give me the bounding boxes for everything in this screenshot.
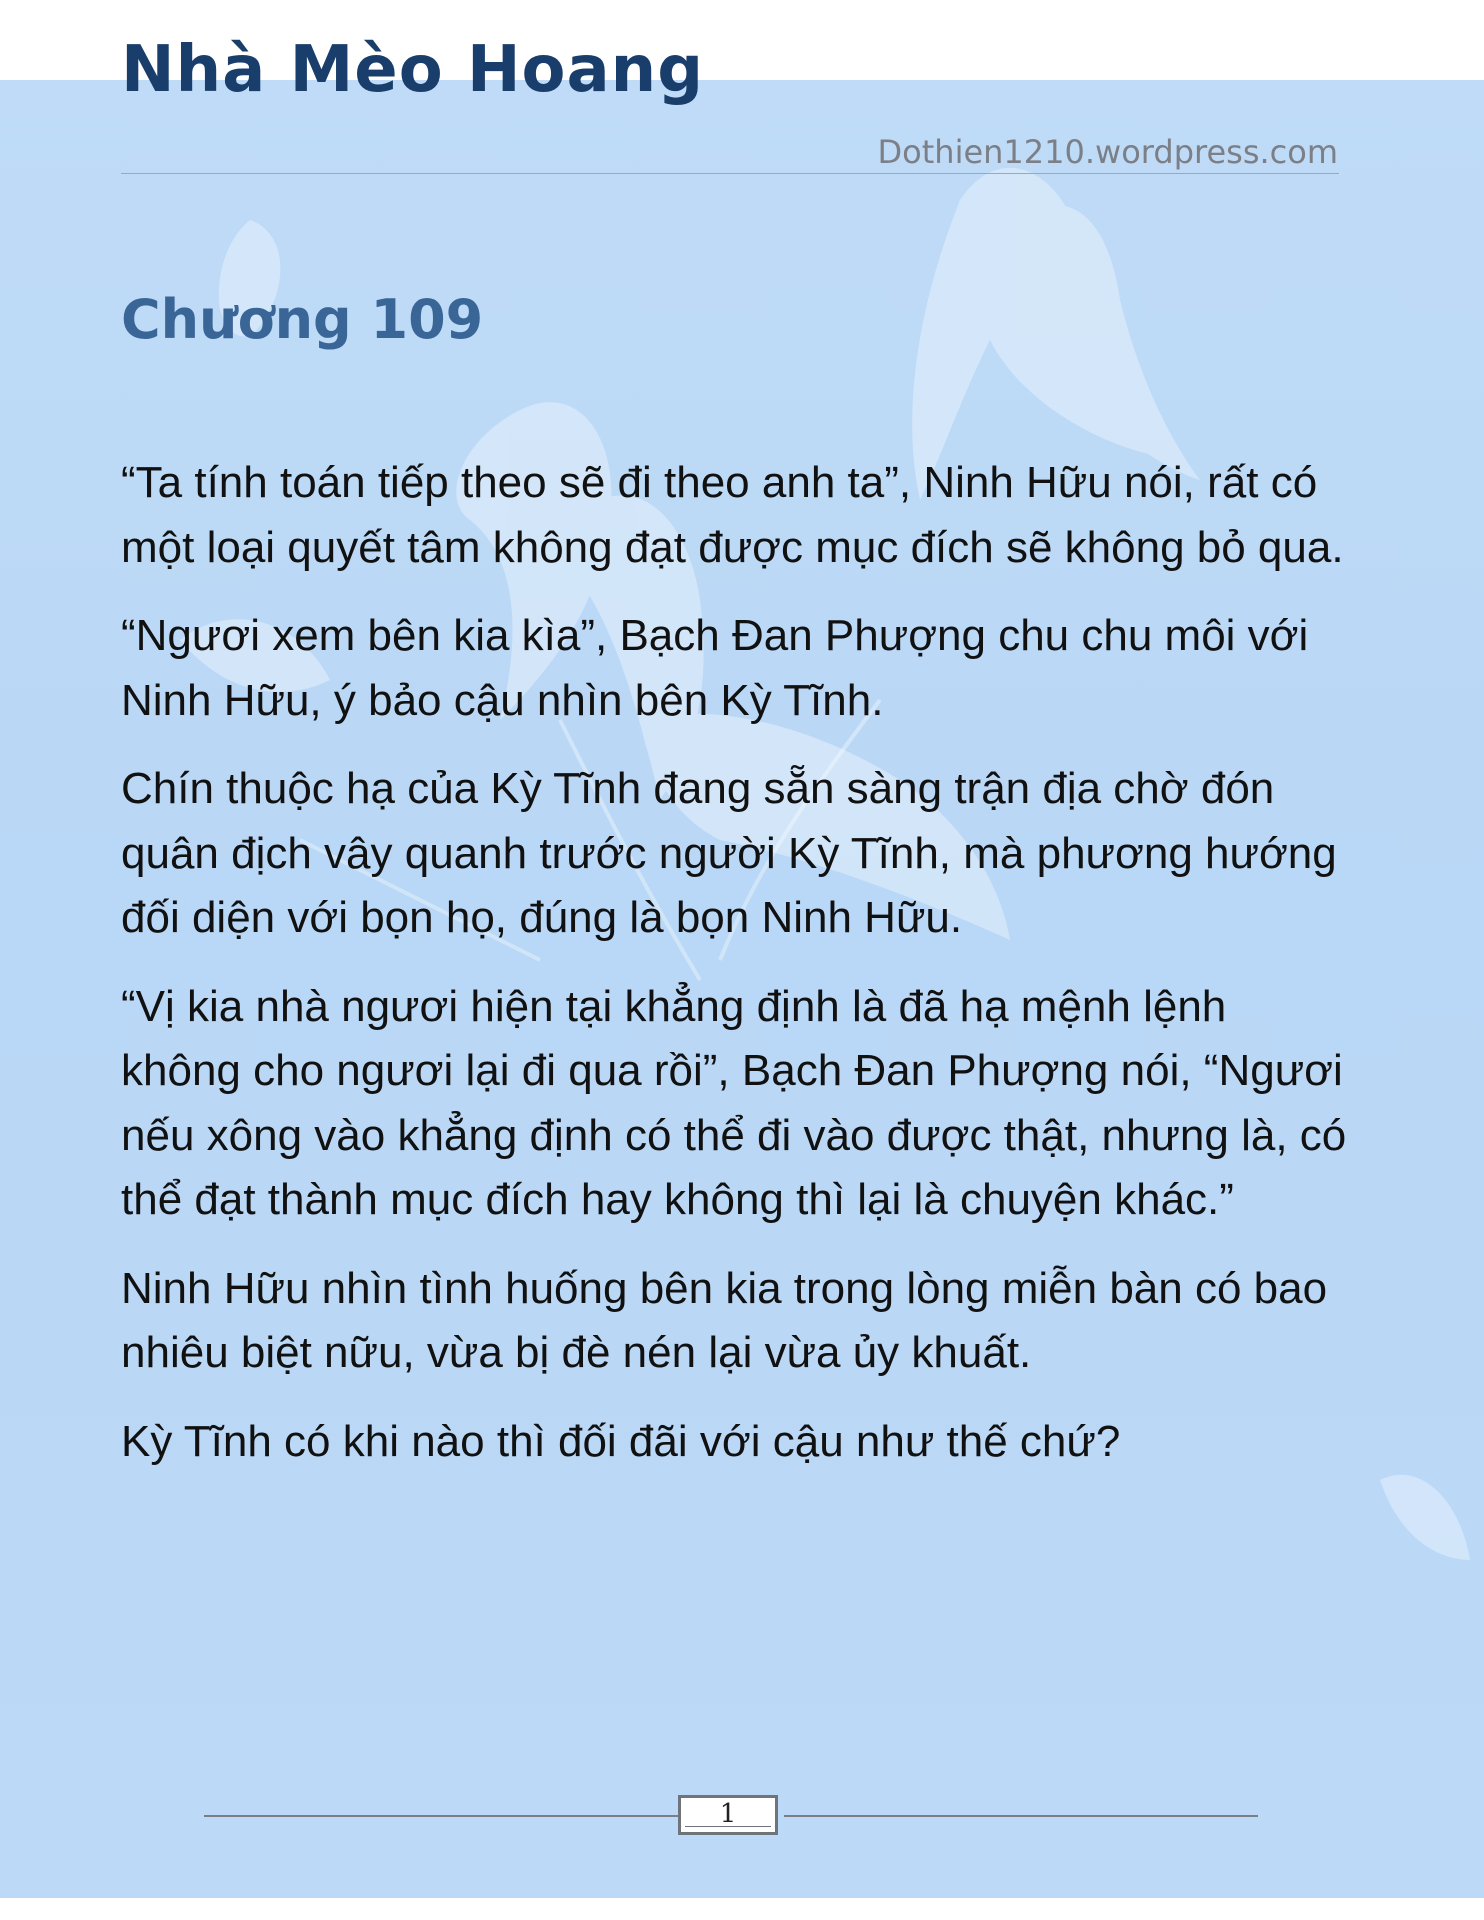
footer-rule-left <box>204 1815 680 1817</box>
site-title: Nhà Mèo Hoang <box>121 33 705 107</box>
chapter-body <box>121 451 1351 1498</box>
site-url[interactable]: Dothien1210.wordpress.com <box>877 133 1338 171</box>
paragraph: Chín thuộc hạ của Kỳ Tĩnh đang sẵn sàng trận địa chờ đón quân địch vây quanh trước người Kỳ Tĩnh, mà phương hướng đối diện với bọn họ, đúng là bọn Ninh Hữu. <box>121 764 1337 942</box>
footer-rule-right <box>784 1815 1258 1817</box>
paragraph: “Ngươi xem bên kia kìa”, Bạch Đan Phượng chu chu môi với Ninh Hữu, ý bảo cậu nhìn bên Kỳ Tĩnh. <box>121 611 1309 725</box>
chapter-title: Chương 109 <box>121 288 484 351</box>
paragraph: “Vị kia nhà ngươi hiện tại khẳng định là đã hạ mệnh lệnh không cho ngươi lại đi qua rồi”, Bạch Đan Phượng nói, “Ngươi nếu xông vào khẳng định có thể đi vào được thật, nhưng là, có thể đạt thành mục đích hay không thì lại là chuyện khác.” <box>121 981 1347 1224</box>
paragraph: Kỳ Tĩnh có khi nào thì đối đãi với cậu như thế chứ? <box>121 1416 1121 1466</box>
page-number: 1 <box>678 1795 778 1835</box>
header-divider <box>121 173 1339 174</box>
paragraph: Ninh Hữu nhìn tình huống bên kia trong lòng miễn bàn có bao nhiêu biệt nữu, vừa bị đè nén lại vừa ủy khuất. <box>121 1263 1328 1377</box>
paragraph: “Ta tính toán tiếp theo sẽ đi theo anh ta”, Ninh Hữu nói, rất có một loại quyết tâm không đạt được mục đích sẽ không bỏ qua. <box>121 458 1344 572</box>
